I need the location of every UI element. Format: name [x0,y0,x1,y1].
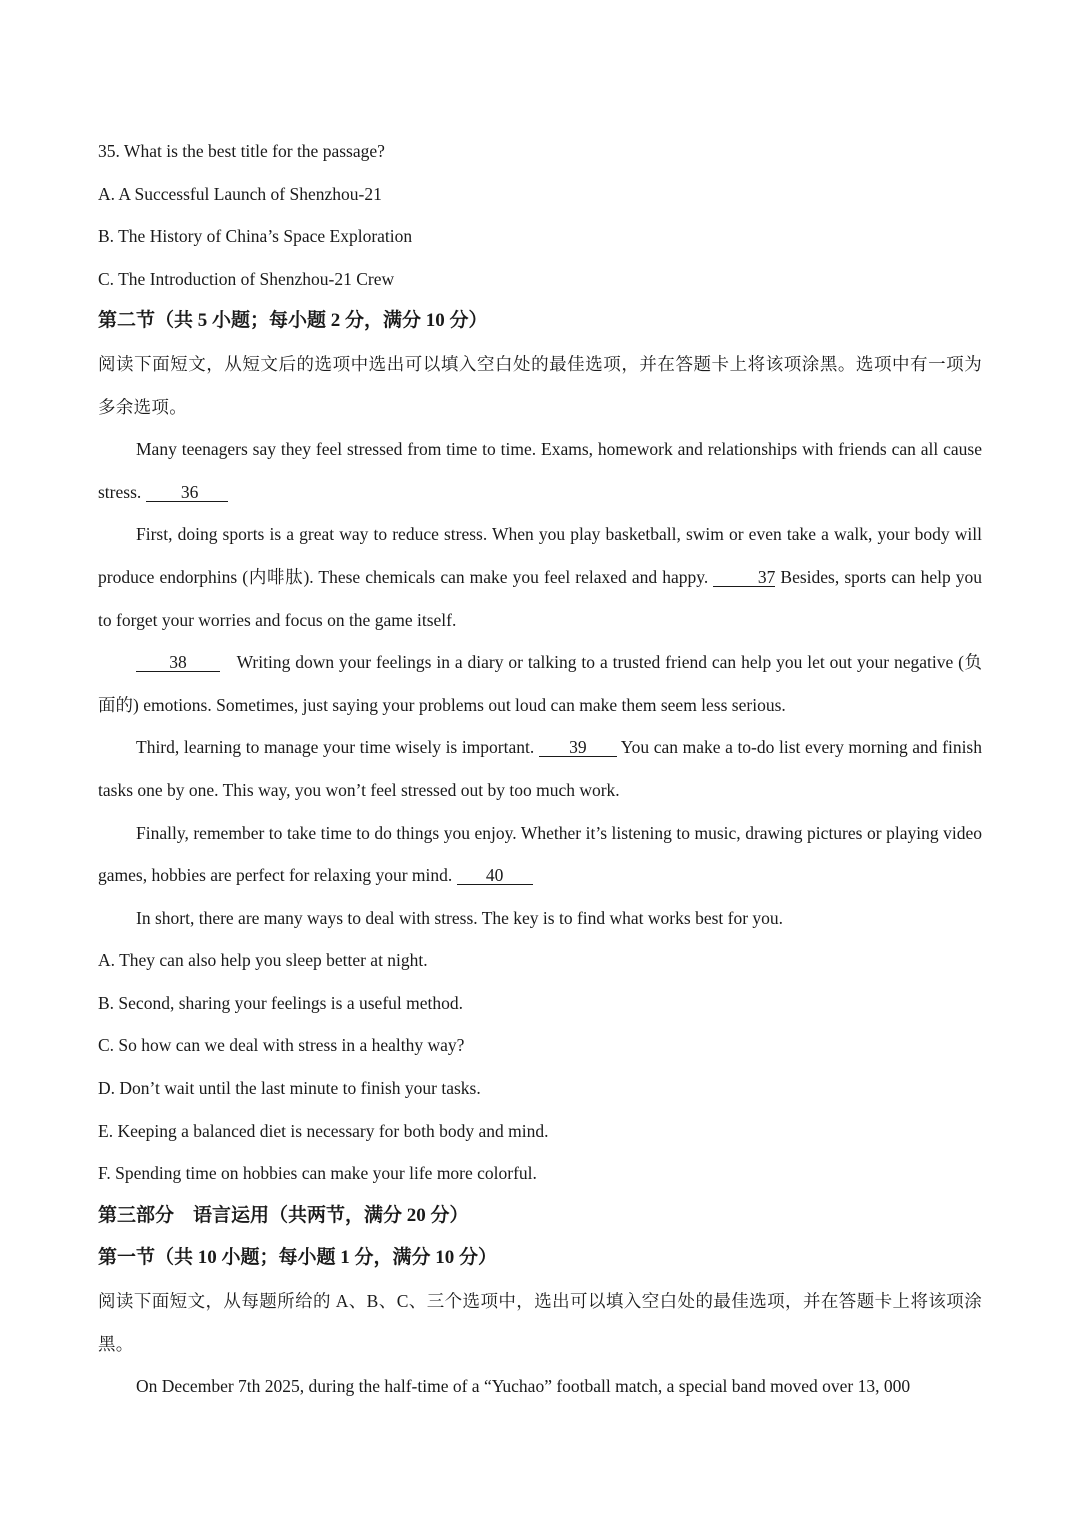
option-f: F. Spending time on hobbies can make your life more colorful. [98,1163,537,1184]
q35-option-a: A. A Successful Launch of Shenzhou-21 [98,183,382,204]
option-a: A. They can also help you sleep better at night. [98,950,428,971]
q35-option-b: B. The History of China’s Space Exploration [98,226,413,247]
section-2-heading: 第二节（共 5 小题；每小题 2 分，满分 10 分） [98,310,488,332]
passage-paragraph-2 [98,513,982,641]
passage-paragraph-3 [98,641,982,726]
blank-38: 38 [136,653,220,672]
paragraph-4-text: Third, learning to manage your time wisely is important. [136,737,535,758]
q35-option-c: C. The Introduction of Shenzhou-21 Crew [98,268,395,289]
cloze-paragraph-1: On December 7th 2025, during the half-time of a “Yuchao” football match, a special band moved over 13, 000 [136,1376,911,1397]
paragraph-5-text: Finally, remember to take time to do things you enjoy. Whether it’s listening to music, drawing pictures or playing video games, hobbies are perfect for relaxing your mind. [98,822,982,886]
option-c: C. So how can we deal with stress in a healthy way? [98,1035,465,1056]
paragraph-2-tail: Besides, sports can help you to forget your worries and focus on the game itself. [98,566,983,630]
option-d: D. Don’t wait until the last minute to finish your tasks. [98,1078,481,1099]
passage-paragraph-4 [98,726,982,811]
paragraph-1-text: Many teenagers say they feel stressed from time to time. Exams, homework and relationships with friends can all cause stress. [98,439,982,502]
option-e: E. Keeping a balanced diet is necessary for both body and mind. [98,1120,549,1141]
section-2-instruction: 阅读下面短文，从短文后的选项中选出可以填入空白处的最佳选项，并在答题卡上将该项涂黑。选项中有一项为多余选项。 [98,353,982,417]
blank-39: 39 [539,738,617,757]
paragraph-4-tail: You can make a to-do list every morning and finish tasks one by one. This way, you won’t feel stressed out by too much work. [98,737,982,800]
section-3-1-instruction: 阅读下面短文，从每题所给的 A、B、C、三个选项中，选出可以填入空白处的最佳选项，并在答题卡上将该项涂黑。 [98,1291,982,1354]
paragraph-2-text: First, doing sports is a great way to reduce stress. When you play basketball, swim or even take a walk, your body will produce endorphins (内啡肽). These chemicals can make you feel relaxed and happy. [98,524,982,587]
blank-40: 40 [457,866,533,885]
blank-37: 37 [713,568,775,587]
section-3-1-heading: 第一节（共 10 小题；每小题 1 分，满分 10 分） [98,1247,498,1269]
blank-36: 36 [146,483,228,502]
question-35: 35. What is the best title for the passage? [98,141,385,161]
exam-page [98,130,982,1408]
passage-paragraph-6: In short, there are many ways to deal with stress. The key is to find what works best for you. [136,907,784,928]
paragraph-3-text: Writing down your feelings in a diary or talking to a trusted friend can help you let out your negative (负面的) emotions. Sometimes, just saying your problems out loud can make them seem less serious. [98,652,983,715]
passage-paragraph-1 [98,428,982,513]
part-3-heading: 第三部分 语言运用（共两节，满分 20 分） [98,1204,469,1226]
option-b: B. Second, sharing your feelings is a useful method. [98,992,464,1013]
passage-paragraph-5 [98,812,982,897]
